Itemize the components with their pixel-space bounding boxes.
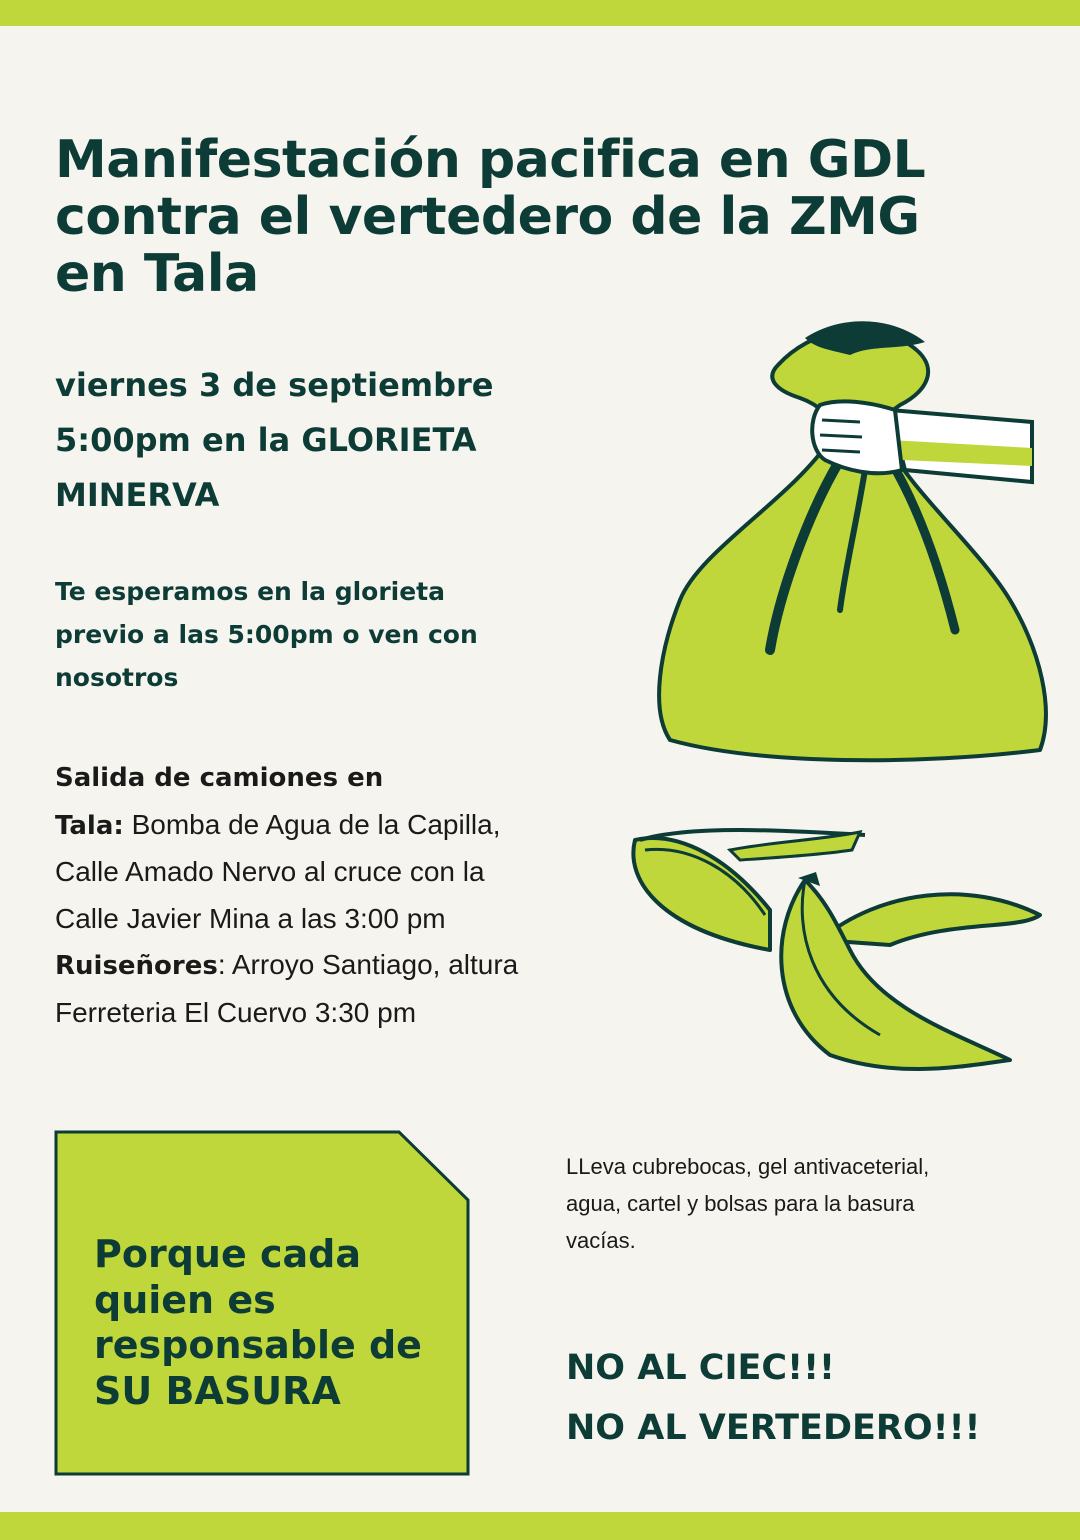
tala-text: Calle Javier Mina a las 3:00 pm <box>55 902 446 934</box>
title-line: contra el vertedero de la ZMG <box>55 187 920 247</box>
title-line: en Tala <box>55 244 259 304</box>
card-message <box>94 1232 454 1414</box>
ruisenores-departure <box>55 942 615 990</box>
bring-line: agua, cartel y bolsas para la basura <box>566 1191 915 1216</box>
event-details <box>55 358 615 523</box>
event-date: viernes 3 de septiembre <box>55 366 494 404</box>
card-line: quien es <box>94 1277 276 1322</box>
tala-text: Bomba de Agua de la Capilla, <box>123 808 501 840</box>
tala-departure <box>55 802 615 850</box>
invite-line: Te esperamos en la glorieta <box>55 577 446 606</box>
slogan-line: NO AL VERTEDERO!!! <box>566 1408 981 1448</box>
ruisenores-text: Ferreteria El Cuervo 3:30 pm <box>55 996 417 1028</box>
card-line: SU BASURA <box>94 1368 341 1413</box>
bring-line: vacías. <box>566 1228 636 1253</box>
invite-line: nosotros <box>55 663 179 692</box>
banana-peel-icon <box>620 820 1060 1080</box>
ruisenores-label: Ruiseñores <box>55 951 218 981</box>
title-line: Manifestación pacifica en GDL <box>55 130 926 190</box>
page-title <box>55 132 1015 303</box>
slogans <box>566 1338 1036 1458</box>
bring-line: LLeva cubrebocas, gel antivaceterial, <box>566 1154 930 1179</box>
top-stripe <box>0 0 1080 26</box>
bus-departures <box>55 755 615 1036</box>
bottom-stripe <box>0 1512 1080 1540</box>
responsibility-card <box>54 1130 470 1476</box>
tala-label: Tala: <box>55 810 124 841</box>
invite-text <box>55 570 575 699</box>
event-time-place: 5:00pm en la GLORIETA <box>55 421 477 459</box>
card-line: Porque cada <box>94 1232 361 1276</box>
hand-holding-trash-bag-icon <box>640 310 1060 770</box>
invite-line: previo a las 5:00pm o ven con <box>55 620 478 649</box>
tala-text: Calle Amado Nervo al cruce con la <box>55 856 485 887</box>
items-to-bring <box>566 1148 1036 1259</box>
ruisenores-text: : Arroyo Santiago, altura <box>217 949 519 980</box>
slogan-line: NO AL CIEC!!! <box>566 1348 835 1388</box>
card-line: responsable de <box>94 1323 422 1367</box>
event-place: MINERVA <box>55 476 220 514</box>
bus-heading: Salida de camiones en <box>55 763 384 793</box>
